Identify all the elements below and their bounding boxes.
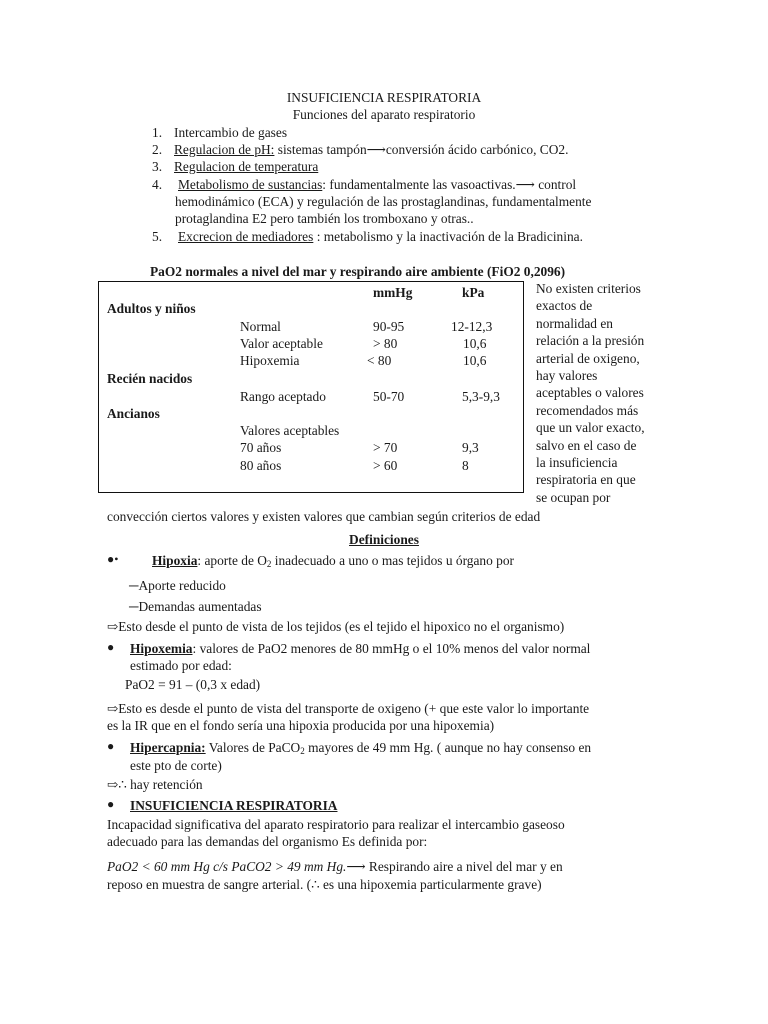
side-note-line: normalidad en: [536, 315, 613, 331]
hipoxia-cause: ─Demandas aumentadas: [129, 599, 262, 614]
cell-mmhg: 50-70: [373, 389, 405, 404]
bullet-icon: ●: [107, 739, 115, 753]
side-note-line: se ocupan por: [536, 489, 611, 505]
list-item: 5. Excrecion de mediadores : metabolismo y la inactivación de la Bradicinina.: [152, 229, 583, 244]
side-note-line: arterial de oxigeno,: [536, 350, 640, 366]
hipercapnia-text: este pto de corte): [130, 758, 222, 773]
definitions-heading: Definiciones: [349, 532, 419, 547]
column-header-kpa: kPa: [462, 285, 485, 300]
side-note: [536, 280, 676, 506]
cell-mmhg: > 70: [373, 440, 398, 455]
cell-kpa: 12-12,3: [451, 319, 493, 334]
row-label: Valores aceptables: [240, 423, 340, 438]
bullet-icon: ●: [107, 640, 115, 654]
hipoxia-note: ⇨Esto desde el punto de vista de los tejidos (es el tejido el hipoxico no el organismo): [107, 619, 565, 634]
hipoxemia-note: ⇨Esto es desde el punto de vista del transporte de oxigeno (+ que este valor lo importante: [107, 701, 590, 716]
side-note-line: salvo en el caso de: [536, 437, 637, 453]
definition-hipoxia: Hipoxia: aporte de $O_2$ inadecuado a uno o mas tejidos u órgano por: [152, 553, 515, 569]
cell-kpa: 10,6: [463, 336, 487, 351]
side-note-line: relación a la presión: [536, 333, 645, 349]
column-header-mmhg: mmHg: [373, 285, 413, 300]
hipoxia-cause: ─Aporte reducido: [129, 578, 226, 593]
row-label: Rango aceptado: [240, 389, 326, 404]
cell-kpa: 5,3-9,3: [462, 389, 500, 404]
definition-hipercapnia: Hipercapnia: Valores de PaCO$_2$ mayores de 49 mm Hg. ( aunque no hay consenso en: [130, 740, 592, 756]
side-note-line: la insuficiencia: [536, 455, 618, 471]
cell-kpa: 9,3: [462, 440, 479, 455]
hipoxemia-formula: PaO2 = 91 – (0,3 x edad): [125, 677, 261, 692]
cell-mmhg: < 80: [367, 353, 392, 368]
side-note-line: que un valor exacto,: [536, 420, 645, 436]
group-adults: Adultos y niños: [107, 301, 196, 316]
ir-text: Incapacidad significativa del aparato respiratorio para realizar el intercambio gaseoso: [107, 817, 565, 832]
cell-mmhg: > 60: [373, 458, 398, 473]
definition-hipoxemia: Hipoxemia: valores de PaO2 menores de 80 mmHg o el 10% menos del valor normal: [130, 641, 591, 656]
hipoxemia-note: es la IR que en el fondo sería una hipoxia producida por una hipoxemia): [107, 718, 495, 733]
ir-text: reposo en muestra de sangre arterial. (∴ es una hipoxemia particularmente grave): [107, 877, 542, 892]
table-caption: PaO2 normales a nivel del mar y respirando aire ambiente (FiO2 0,2096): [150, 264, 566, 279]
side-note-line: hay valores: [536, 368, 598, 384]
list-item: 2. Regulacion de pH: sistemas tampón⟶conversión ácido carbónico, CO2.: [152, 142, 569, 157]
bullet-icon: ●: [107, 797, 115, 811]
side-note-continuation: convección ciertos valores y existen valores que cambian según criterios de edad: [107, 509, 541, 524]
list-item: 3. Regulacion de temperatura: [152, 159, 319, 174]
ir-text: adecuado para las demandas del organismo Es definida por:: [107, 834, 428, 849]
list-item: 1. Intercambio de gases: [152, 125, 288, 140]
side-note-line: respiratoria en que: [536, 472, 636, 488]
cell-mmhg: > 80: [373, 336, 398, 351]
list-item-continuation: hemodinámico (ECA) y regulación de las prostaglandinas, fundamentalmente: [175, 194, 592, 209]
group-newborns: Recién nacidos: [107, 371, 193, 386]
side-note-line: aceptables o valores: [536, 385, 644, 401]
side-note-line: No existen criterios: [536, 281, 641, 296]
row-label: Hipoxemia: [240, 353, 300, 368]
bullet-icon: ●•: [107, 552, 119, 566]
hipercapnia-note: ⇨∴ hay retención: [107, 777, 203, 792]
document-title: INSUFICIENCIA RESPIRATORIA: [286, 90, 482, 105]
document-subtitle: Funciones del aparato respiratorio: [292, 107, 476, 122]
row-label: Normal: [240, 319, 281, 334]
hipoxemia-text: estimado por edad:: [130, 658, 232, 673]
row-label: 80 años: [240, 458, 282, 473]
side-note-line: exactos de: [536, 298, 593, 314]
cell-kpa: 8: [462, 458, 469, 473]
list-item-continuation: protaglandina E2 pero también los tromboxano y otras..: [175, 211, 474, 226]
row-label: Valor aceptable: [240, 336, 323, 351]
side-note-line: recomendados más: [536, 402, 639, 418]
definition-ir-heading: INSUFICIENCIA RESPIRATORIA: [130, 798, 338, 813]
cell-mmhg: 90-95: [373, 319, 405, 334]
ir-criteria: PaO2 < 60 mm Hg c/s PaCO2 > 49 mm Hg.⟶ Respirando aire a nivel del mar y en: [107, 859, 563, 874]
cell-kpa: 10,6: [463, 353, 487, 368]
row-label: 70 años: [240, 440, 282, 455]
group-elderly: Ancianos: [107, 406, 160, 421]
list-item: 4. Metabolismo de sustancias: fundamentalmente las vasoactivas.⟶ control: [152, 177, 577, 192]
